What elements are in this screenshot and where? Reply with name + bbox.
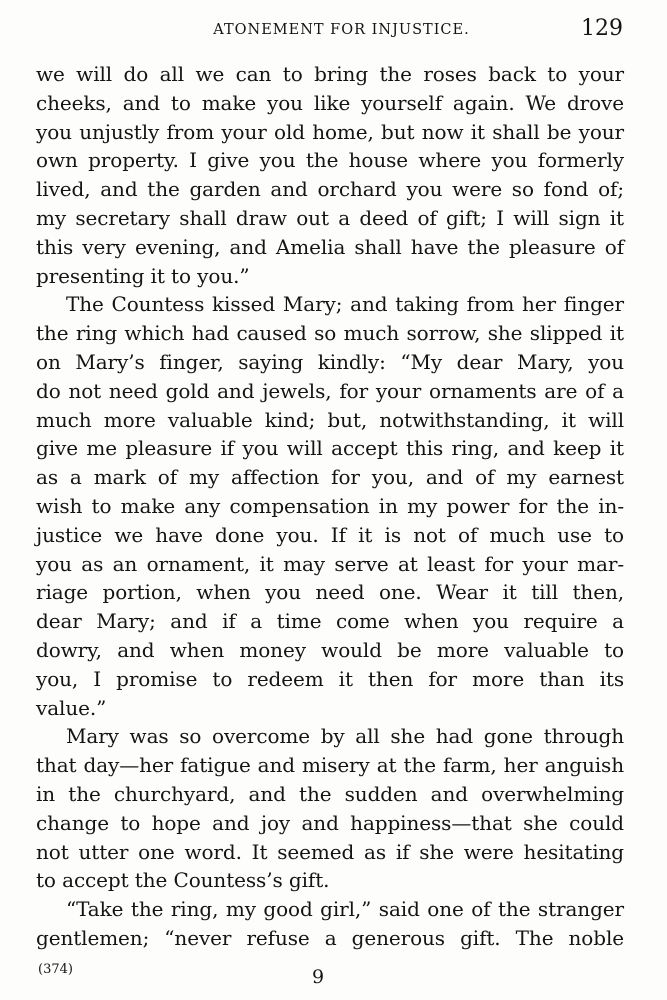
paragraph-first-line: “Take the ring, my good girl,” said one of the stranger (66, 897, 624, 922)
text-line: presenting it to you.” (36, 263, 250, 288)
sheet-number: 9 (312, 966, 325, 988)
text-line: to accept the Countess’s gift. (36, 868, 330, 893)
paragraph-first-line: Mary was so overcome by all she had gone through (66, 724, 624, 749)
text-line: in the churchyard, and the sudden and overwhelming (36, 781, 624, 806)
text-line: gentlemen; “never refuse a generous gift. The noble (36, 925, 624, 950)
text-line: lived, and the garden and orchard you were so fond of; (36, 177, 624, 202)
text-line: do not need gold and jewels, for your ornaments are of a (36, 378, 624, 403)
running-head (36, 16, 627, 46)
text-line: on Mary’s finger, saying kindly: “My dear Mary, you (36, 349, 624, 374)
text-line: change to hope and joy and happiness—that she could (36, 810, 624, 835)
running-title: ATONEMENT FOR INJUSTICE. (213, 22, 470, 38)
text-line: riage portion, when you need one. Wear it till then, (36, 580, 624, 605)
text-line: value.” (36, 695, 107, 720)
text-line: own property. I give you the house where you formerly (36, 148, 624, 173)
page-footer (36, 958, 627, 992)
text-line: that day—her fatigue and misery at the farm, her anguish (36, 753, 624, 778)
page-number: 129 (581, 16, 623, 41)
body-text (36, 60, 624, 953)
paragraph-first-line: The Countess kissed Mary; and taking from her finger (66, 292, 624, 317)
text-line: we will do all we can to bring the roses back to your (36, 62, 624, 86)
signature-mark: (374) (38, 962, 73, 977)
text-line: this very evening, and Amelia shall have the pleasure of (36, 234, 624, 259)
text-line: dear Mary; and if a time come when you require a (36, 609, 624, 634)
text-line: dowry, and when money would be more valuable to (36, 637, 624, 662)
text-line: you unjustly from your old home, but now it shall be your (36, 119, 624, 144)
text-line: not utter one word. It seemed as if she were hesitating (36, 839, 624, 864)
text-line: the ring which had caused so much sorrow, she slipped it (36, 321, 624, 346)
text-line: justice we have done you. If it is not of much use to (36, 522, 624, 547)
text-line: my secretary shall draw out a deed of gift; I will sign it (36, 205, 624, 230)
text-line: cheeks, and to make you like yourself again. We drove (36, 90, 624, 115)
text-line: wish to make any compensation in my power for the in- (36, 493, 624, 518)
text-line: as a mark of my affection for you, and of my earnest (36, 465, 624, 490)
text-line: you, I promise to redeem it then for more than its (36, 666, 624, 691)
text-line: much more valuable kind; but, notwithstanding, it will (36, 407, 624, 432)
text-line: you as an ornament, it may serve at least for your mar- (36, 551, 624, 576)
text-line: give me pleasure if you will accept this ring, and keep it (36, 436, 624, 461)
